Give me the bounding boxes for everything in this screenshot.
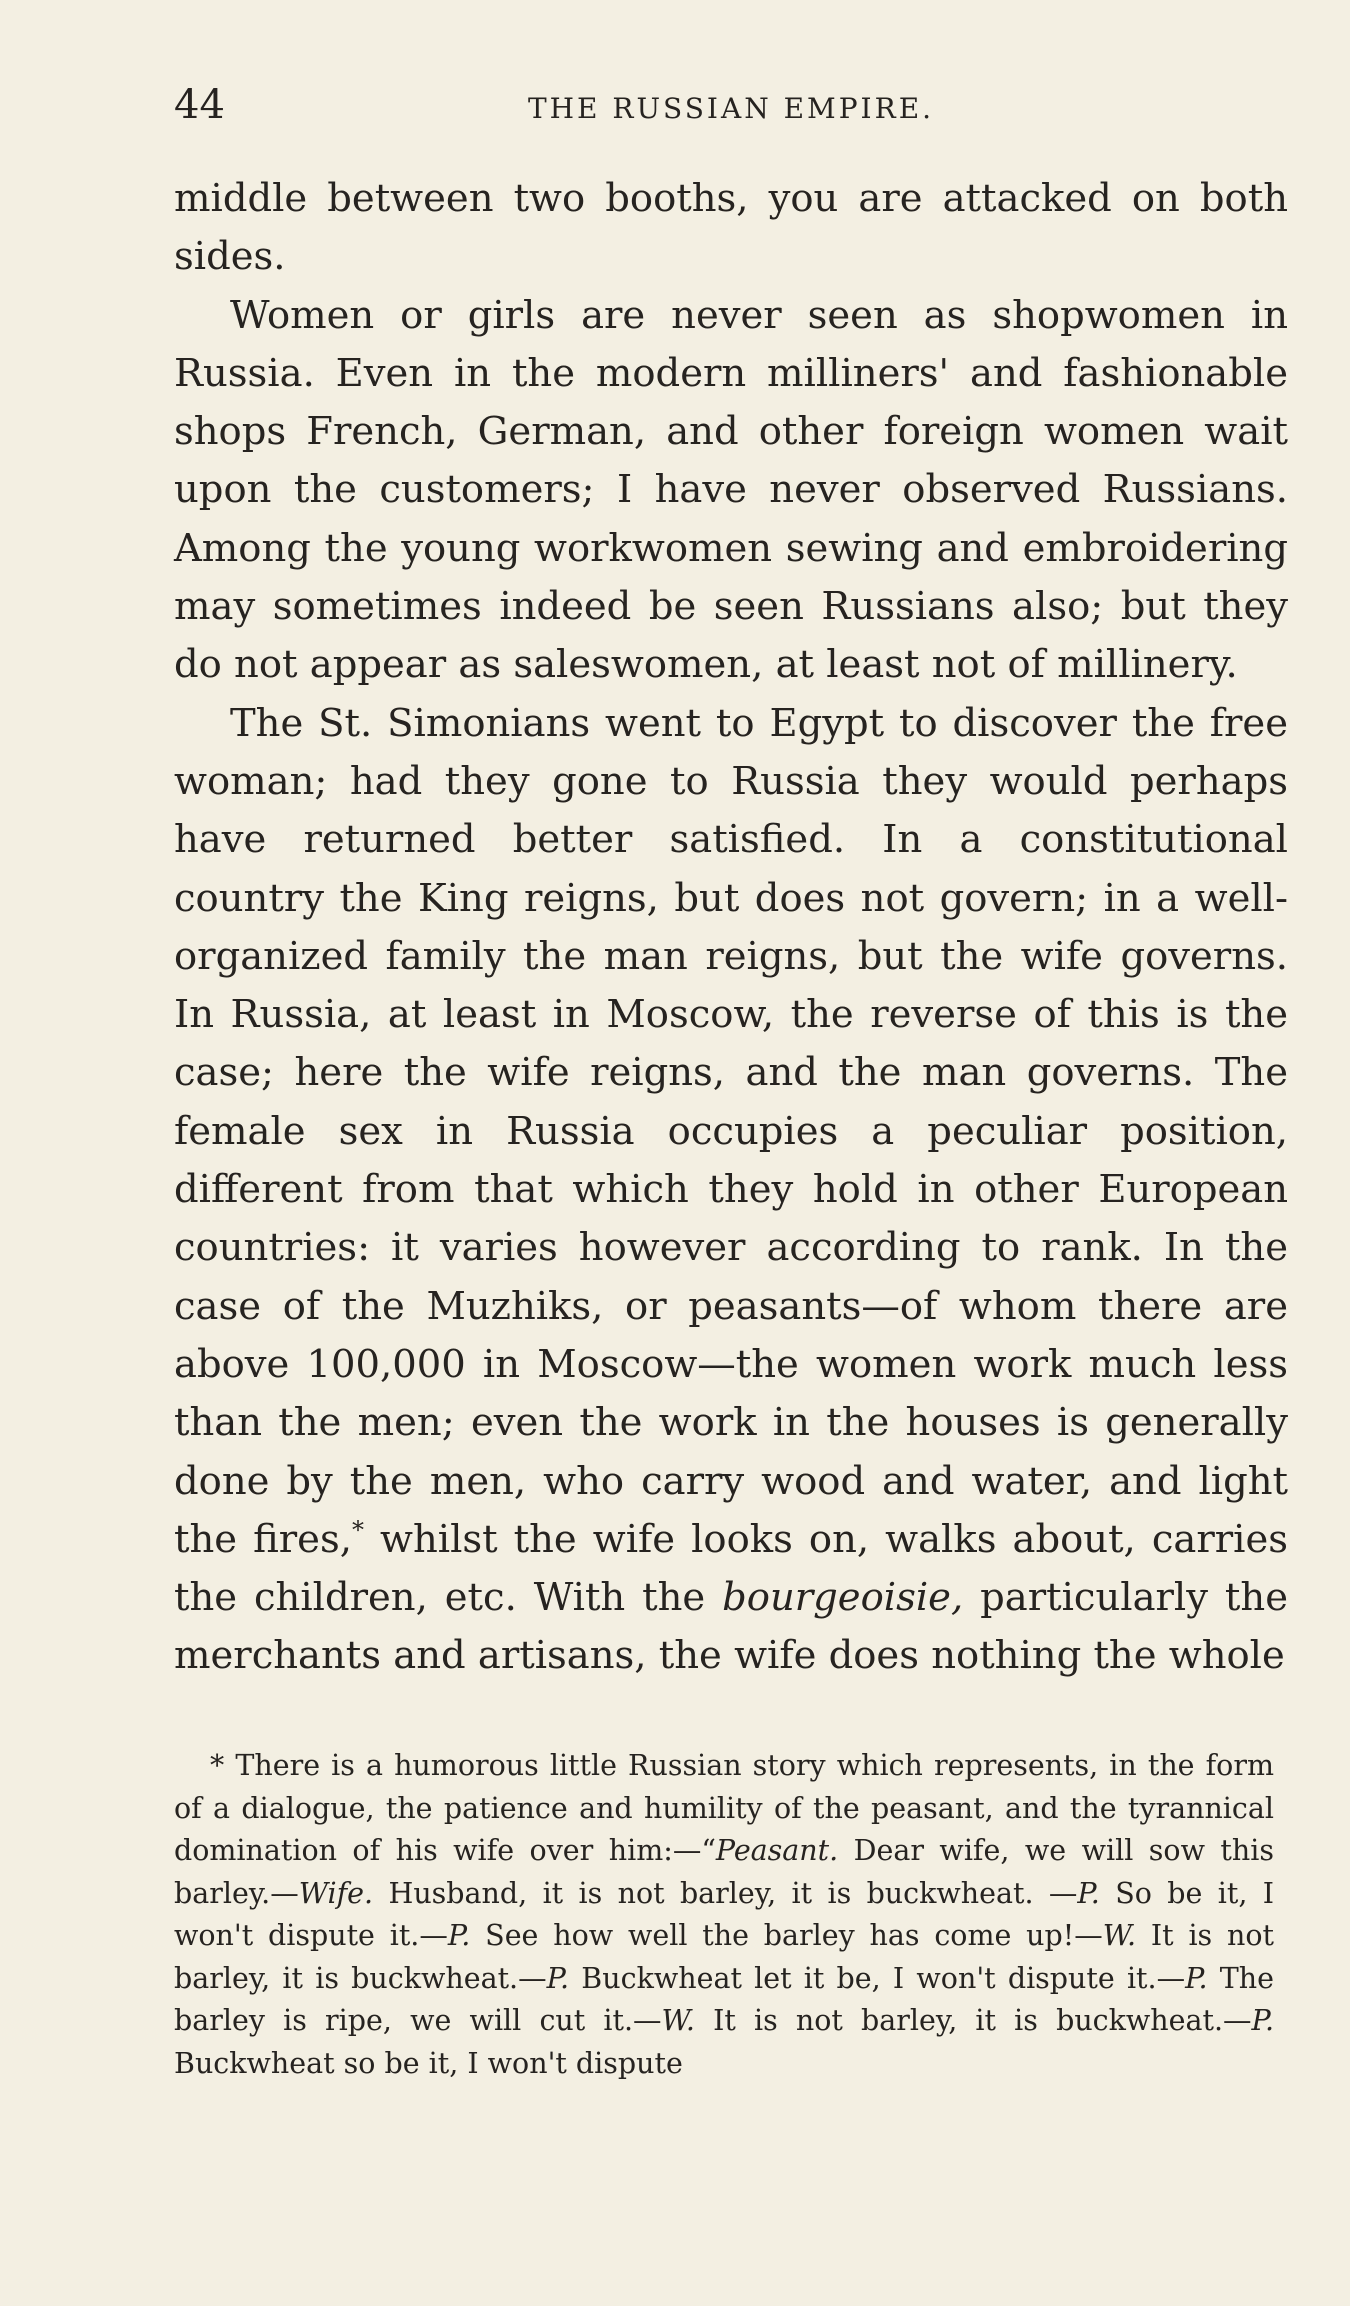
main-text (174, 170, 1288, 1686)
footnote-marker: * (210, 1749, 225, 1782)
paragraph-3-text-a: The St. Simonians went to Egypt to discover the free woman; had they gone to Russia they would perhaps have returned better satisfied. In a constitutional country the King reigns, but does not govern; in a well-organized family the man reigns, but the wife governs. In Russia, at least in Moscow, the reverse of this is the case; here the wife reigns, and the man governs. The female sex in Russia occupies a peculiar position, different from that which they hold in other European countries: it varies however according to rank. In the case of the Muzhiks, or peasants—of whom there are above 100,000 in Moscow—the women work much less than the men; even the work in the houses is generally done by the men, who carry wood and water, and light the fires, (174, 700, 1288, 1562)
footnote-segment: Husband, it is not barley, it is buckwheat. — (373, 1876, 1078, 1910)
paragraph-2: Women or girls are never seen as shopwomen in Russia. Even in the modern milliners' and fashionable shops French, German, and other foreign women wait upon the customers; I have never observed Russians. Among the young workwomen sewing and embroidering may sometimes indeed be seen Russians also; but they do not appear as saleswomen, at least not of millinery. (174, 292, 1288, 688)
running-title: THE RUSSIAN EMPIRE. (527, 92, 935, 125)
speaker-label: Wife. (298, 1876, 374, 1910)
page-header (174, 80, 1288, 130)
speaker-label: P. (1185, 1961, 1208, 1995)
footnote-segment: Buckwheat let it be, I won't dispute it.— (569, 1961, 1186, 1995)
paragraph-1: middle between two booths, you are attacked on both sides. (174, 176, 1288, 280)
speaker-label: P. (447, 1919, 471, 1952)
speaker-label: P. (1251, 2004, 1275, 2037)
footnote-segment: Dear wife, we will sow this barley.— (174, 1834, 1274, 1910)
speaker-label: P. (1077, 1876, 1100, 1910)
footnote-segment: Buckwheat so be it, I won't dispute (174, 2046, 683, 2080)
speaker-label: Peasant. (715, 1834, 839, 1867)
speaker-label: W. (1102, 1919, 1137, 1952)
foreign-term: bourgeoisie, (722, 1575, 964, 1621)
speaker-label: P. (546, 1961, 570, 1995)
footnote-segment: It is not barley, it is buckwheat.— (694, 2004, 1252, 2037)
footnote-segment: See how well the barley has come up!— (470, 1919, 1103, 1952)
footnote-segment: There is a humorous little Russian story which represents, in the form of a dialogue, the patience and humility of the peasant, and the tyrannical domination of his wife over him:—“ (174, 1749, 1274, 1867)
footnote (174, 1745, 1274, 2085)
footnote-segment: It is not barley, it is buckwheat.— (174, 1919, 1274, 1995)
paragraph-3-text-c: particularly the merchants and artisans, the wife does nothing the whole (174, 1575, 1288, 1679)
speaker-label: W. (661, 2004, 695, 2037)
footnote-segment: So be it, I won't dispute it.— (174, 1876, 1275, 1952)
footnote-segment: The barley is ripe, we will cut it.— (174, 1961, 1274, 2037)
footnote-reference: * (351, 1516, 364, 1544)
page-number: 44 (174, 82, 225, 128)
paragraph-3 (174, 695, 1288, 1686)
footnote-text (174, 1745, 1274, 2085)
paragraph-3-text-b: whilst the wife looks on, walks about, carries the children, etc. With the (174, 1516, 1289, 1621)
